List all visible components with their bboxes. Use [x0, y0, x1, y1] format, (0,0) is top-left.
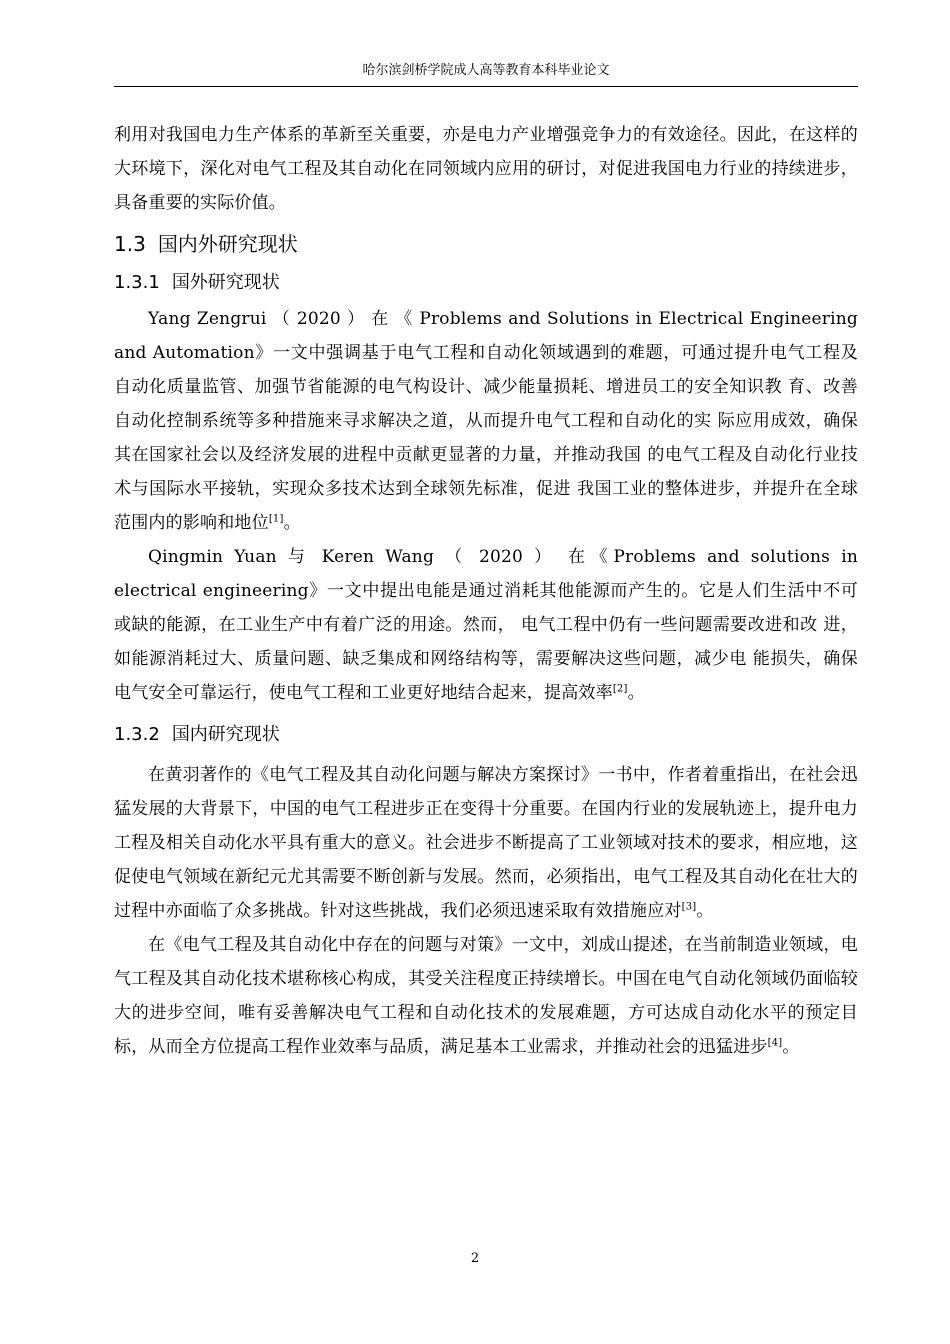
subsection-heading-1-3-2 [114, 718, 858, 752]
section-title: 国内外研究现状 [157, 232, 298, 256]
paragraph-text: 在《电气工程及其自动化中存在的问题与对策》一文中，刘成山提述，在当前制造业领域，电气工程及其自动化技术堪称核心构成，其受关注程度正持续增长。中国在电气自动化领域仍面临较大的进步空间，唯有妥善解决电气工程和自动化技术的发展难题，方可达成自动化水平的预定目标，从而全方位提高工程作业效率与品质，满足基本工业需求，并推动社会的迅猛进步 [114, 935, 858, 1057]
paragraph-end: 。 [627, 683, 645, 703]
subsection-number: 1.3.1 [114, 272, 160, 293]
paragraph-text: Qingmin Yuan 与 Keren Wang （ 2020 ） 在《Problems and solutions in electrical engineering》一文中提出电能是通过消耗其他能源而产生的。它是人们生活中不可或缺的能源，在工业生产中有着广泛的用途。然而， 电气工程中仍有一些问题需要改进和改 进，如能源消耗过大、质量问题、缺乏集成和网络结构等，需要解决这些问题，减少电 能损失，确保电气安全可靠运行，使电气工程和工业更好地结合起来，提高效率 [114, 547, 858, 703]
paragraph-end: 。 [782, 1037, 800, 1057]
foreign-research-paragraph-2 [114, 540, 858, 710]
section-number: 1.3 [114, 232, 146, 256]
header-rule [114, 86, 858, 87]
citation-ref: [1] [268, 513, 284, 525]
paragraph-end: 。 [696, 901, 714, 921]
page-content [114, 118, 858, 1064]
subsection-heading-1-3-1 [114, 266, 858, 300]
citation-ref: [3] [681, 901, 697, 913]
domestic-research-paragraph-2 [114, 928, 858, 1064]
section-heading-1-3 [114, 226, 858, 262]
foreign-research-paragraph-1 [114, 302, 858, 540]
intro-paragraph: 利用对我国电力生产体系的革新至关重要，亦是电力产业增强竞争力的有效途径。因此，在这样的大环境下，深化对电气工程及其自动化在同领域内应用的研讨，对促进我国电力行业的持续进步，具备重要的实际价值。 [114, 125, 858, 213]
paragraph-end: 。 [283, 513, 301, 533]
citation-ref: [4] [767, 1037, 783, 1049]
subsection-number: 1.3.2 [114, 724, 160, 745]
page-number: 2 [470, 1251, 480, 1266]
subsection-title: 国外研究现状 [171, 272, 280, 293]
paragraph-text: Yang Zengrui （ 2020 ） 在 《 Problems and Solutions in Electrical Engineering and Automation》一文中强调基于电气工程和自动化领域遇到的难题，可通过提升电气工程及 自动化质量监管、加强节省能源的电气构设计、减少能量损耗、增进员工的安全知识教 育、改善自动化控制系统等多种措施来寻求解决之道，从而提升电气工程和自动化的实 际应用成效，确保其在国家社会以及经济发展的进程中贡献更显著的力量，并推动我国 的电气工程及自动化行业技术与国际水平接轨，实现众多技术达到全球领先标准，促进 我国工业的整体进步，并提升在全球范围内的影响和地位 [114, 309, 858, 533]
citation-ref: [2] [612, 683, 628, 695]
running-header: 哈尔滨剑桥学院成人高等教育本科毕业论文 [362, 63, 610, 78]
paragraph-text: 在黄羽著作的《电气工程及其自动化问题与解决方案探讨》一书中，作者着重指出，在社会迅猛发展的大背景下，中国的电气工程进步正在变得十分重要。在国内行业的发展轨迹上，提升电力工程及相关自动化水平具有重大的意义。社会进步不断提高了工业领域对技术的要求，相应地，这促使电气领域在新纪元尤其需要不断创新与发展。然而，必须指出，电气工程及其自动化在壮大的过程中亦面临了众多挑战。针对这些挑战，我们必须迅速采取有效措施应对 [114, 765, 858, 921]
subsection-title: 国内研究现状 [171, 724, 280, 745]
domestic-research-paragraph-1 [114, 758, 858, 928]
